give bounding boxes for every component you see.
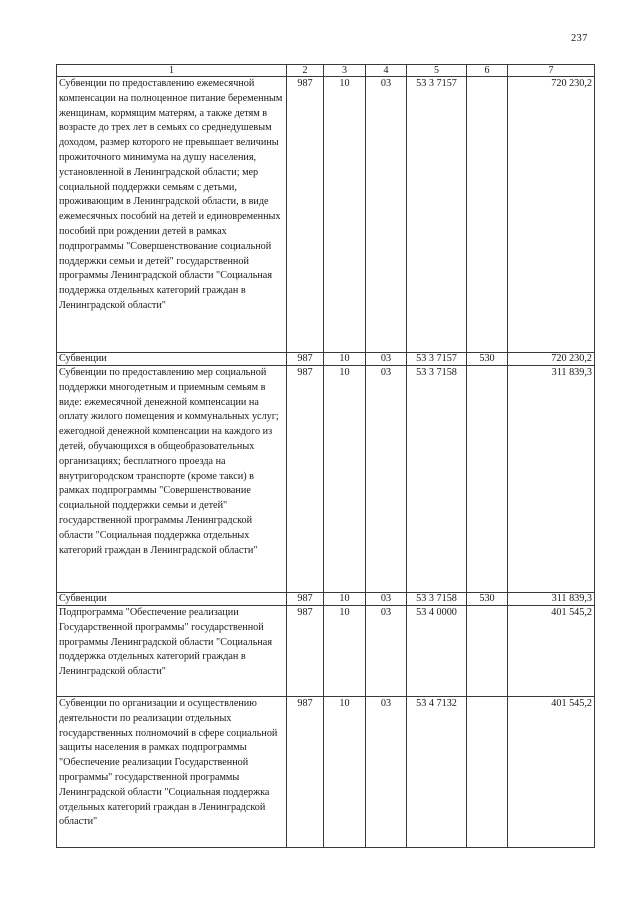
row-type-cell	[467, 366, 508, 593]
table-row	[57, 77, 595, 353]
row-subsection-cell: 03	[366, 353, 407, 366]
row-target-cell: 53 3 7157	[407, 353, 467, 366]
row-subsection-cell: 03	[366, 593, 407, 606]
row-name-cell: Подпрограмма "Обеспечение реализации Государственной программы" государственной программы Ленинградской области "Социальная поддержка отдельных категорий граждан в Ленинградской области"	[57, 606, 287, 697]
row-target-cell: 53 3 7158	[407, 593, 467, 606]
row-code-cell: 987	[287, 697, 324, 848]
column-header-2: 2	[287, 65, 324, 77]
row-code-cell: 987	[287, 593, 324, 606]
row-code-cell: 987	[287, 366, 324, 593]
row-section-cell: 10	[324, 366, 366, 593]
row-amount-cell: 401 545,2	[508, 606, 595, 697]
row-code-cell: 987	[287, 353, 324, 366]
row-subsection-cell: 03	[366, 697, 407, 848]
row-amount-cell: 720 230,2	[508, 77, 595, 353]
row-name-cell: Субвенции	[57, 593, 287, 606]
row-type-cell	[467, 606, 508, 697]
row-name-cell: Субвенции по предоставлению ежемесячной компенсации на полноценное питание беременным женщинам, кормящим матерям, а также детям в возрасте до трех лет в семьях со среднедушевым доходом, размер которого не превышает величины прожиточного минимума на душу населения, установленной в Ленинградской области; мер социальной поддержки семьям с детьми, проживающим в Ленинградской области, в виде ежемесячных пособий на детей и единовременных пособий при рождении детей в рамках подпрограммы "Совершенствование социальной поддержки семьи и детей" государственной программы Ленинградской области "Социальная поддержка отдельных категорий граждан в Ленинградской области"	[57, 77, 287, 353]
row-subsection-cell: 03	[366, 366, 407, 593]
table-row	[57, 593, 595, 606]
budget-table	[56, 64, 595, 848]
row-type-cell	[467, 77, 508, 353]
row-amount-cell: 401 545,2	[508, 697, 595, 848]
table-row	[57, 606, 595, 697]
row-target-cell: 53 3 7158	[407, 366, 467, 593]
table-row	[57, 353, 595, 366]
row-target-cell: 53 4 7132	[407, 697, 467, 848]
table-row	[57, 366, 595, 593]
row-name-cell: Субвенции по предоставлению мер социальной поддержки многодетным и приемным семьям в виде: ежемесячной денежной компенсации на оплату жилого помещения и коммунальных услуг; ежегодной денежной компенсации на каждого из детей, обучающихся в общеобразовательных организациях; бесплатного проезда на внутригородском транспорте (кроме такси) в рамках подпрограммы "Совершенствование социальной поддержки семьи и детей" государственной программы Ленинградской области "Социальная поддержка отдельных категорий граждан в Ленинградской области"	[57, 366, 287, 593]
column-header-6: 6	[467, 65, 508, 77]
table-header-row	[57, 65, 595, 77]
row-section-cell: 10	[324, 353, 366, 366]
column-header-1: 1	[57, 65, 287, 77]
row-section-cell: 10	[324, 593, 366, 606]
column-header-4: 4	[366, 65, 407, 77]
column-header-5: 5	[407, 65, 467, 77]
row-type-cell: 530	[467, 353, 508, 366]
row-section-cell: 10	[324, 77, 366, 353]
row-subsection-cell: 03	[366, 77, 407, 353]
row-target-cell: 53 3 7157	[407, 77, 467, 353]
row-code-cell: 987	[287, 606, 324, 697]
row-type-cell	[467, 697, 508, 848]
row-section-cell: 10	[324, 697, 366, 848]
row-amount-cell: 311 839,3	[508, 593, 595, 606]
row-code-cell: 987	[287, 77, 324, 353]
row-target-cell: 53 4 0000	[407, 606, 467, 697]
column-header-3: 3	[324, 65, 366, 77]
page-number: 237	[571, 33, 588, 44]
row-name-cell: Субвенции	[57, 353, 287, 366]
table-row	[57, 697, 595, 848]
column-header-7: 7	[508, 65, 595, 77]
row-type-cell: 530	[467, 593, 508, 606]
row-amount-cell: 720 230,2	[508, 353, 595, 366]
row-name-cell: Субвенции по организации и осуществлению деятельности по реализации отдельных государственных полномочий в сфере социальной защиты населения в рамках подпрограммы "Обеспечение реализации Государственной программы" государственной программы Ленинградской области "Социальная поддержка отдельных категорий граждан в Ленинградской области"	[57, 697, 287, 848]
row-amount-cell: 311 839,3	[508, 366, 595, 593]
row-section-cell: 10	[324, 606, 366, 697]
row-subsection-cell: 03	[366, 606, 407, 697]
